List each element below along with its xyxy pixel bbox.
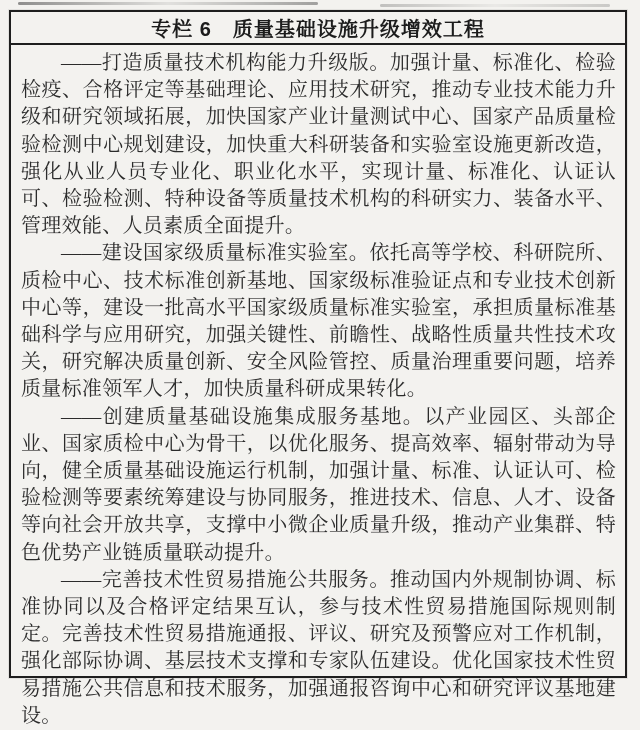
- column-title: 专栏 6 质量基础设施升级增效工程: [151, 19, 485, 41]
- column-box: [9, 10, 627, 727]
- paragraph-integrated-service-bases: ——创建质量基础设施集成服务基地。以产业园区、头部企业、国家质检中心为骨干，以优化服务、提高效率、辐射带动为导向，健全质量基础设施运行机制，加强计量、标准、认证认可、检验检测等要素统筹建设与协同服务，推进技术、信息、人才、设备等向社会开放共享，支撑中小微企业质量升级，推动产业集群、特色优势产业链质量联动提升。: [21, 405, 616, 564]
- column-body: [11, 45, 625, 730]
- paragraph-technical-trade-measures: ——完善技术性贸易措施公共服务。推动国内外规制协调、标准协同以及合格评定结果互认，参与技术性贸易措施国际规则制定。完善技术性贸易措施通报、评议、研究及预警应对工作机制，强化部际协调、基层技术支撑和专家队伍建设。优化国家技术性贸易措施公共信息和技术服务，加强通报咨询中心和研究评议基地建设。: [21, 568, 616, 727]
- scan-artifact-streak: [380, 4, 610, 7]
- paragraph-quality-tech-institutions: ——打造质量技术机构能力升级版。加强计量、标准化、检验检疫、合格评定等基础理论、应用技术研究，推动专业技术能力升级和研究领域拓展，加快国家产业计量测试中心、国家产品质量检验检测中心规划建设，加快重大科研装备和实验室设施更新改造，强化从业人员专业化、职业化水平，实现计量、标准化、认证认可、检验检测、特种设备等质量技术机构的科研实力、装备水平、管理效能、人员素质全面提升。: [21, 52, 616, 238]
- paragraph-national-quality-standard-labs: ——建设国家级质量标准实验室。依托高等学校、科研院所、质检中心、技术标准创新基地、国家级标准验证点和专业技术创新中心等，建设一批高水平国家级质量标准实验室，承担质量标准基础科学与应用研究，加强关键性、前瞻性、战略性质量共性技术攻关，研究解决质量创新、安全风险管控、质量治理重要问题，培养质量标准领军人才，加快质量科研成果转化。: [21, 242, 616, 401]
- scan-artifact-streak: [18, 2, 318, 5]
- column-title-row: [11, 12, 625, 45]
